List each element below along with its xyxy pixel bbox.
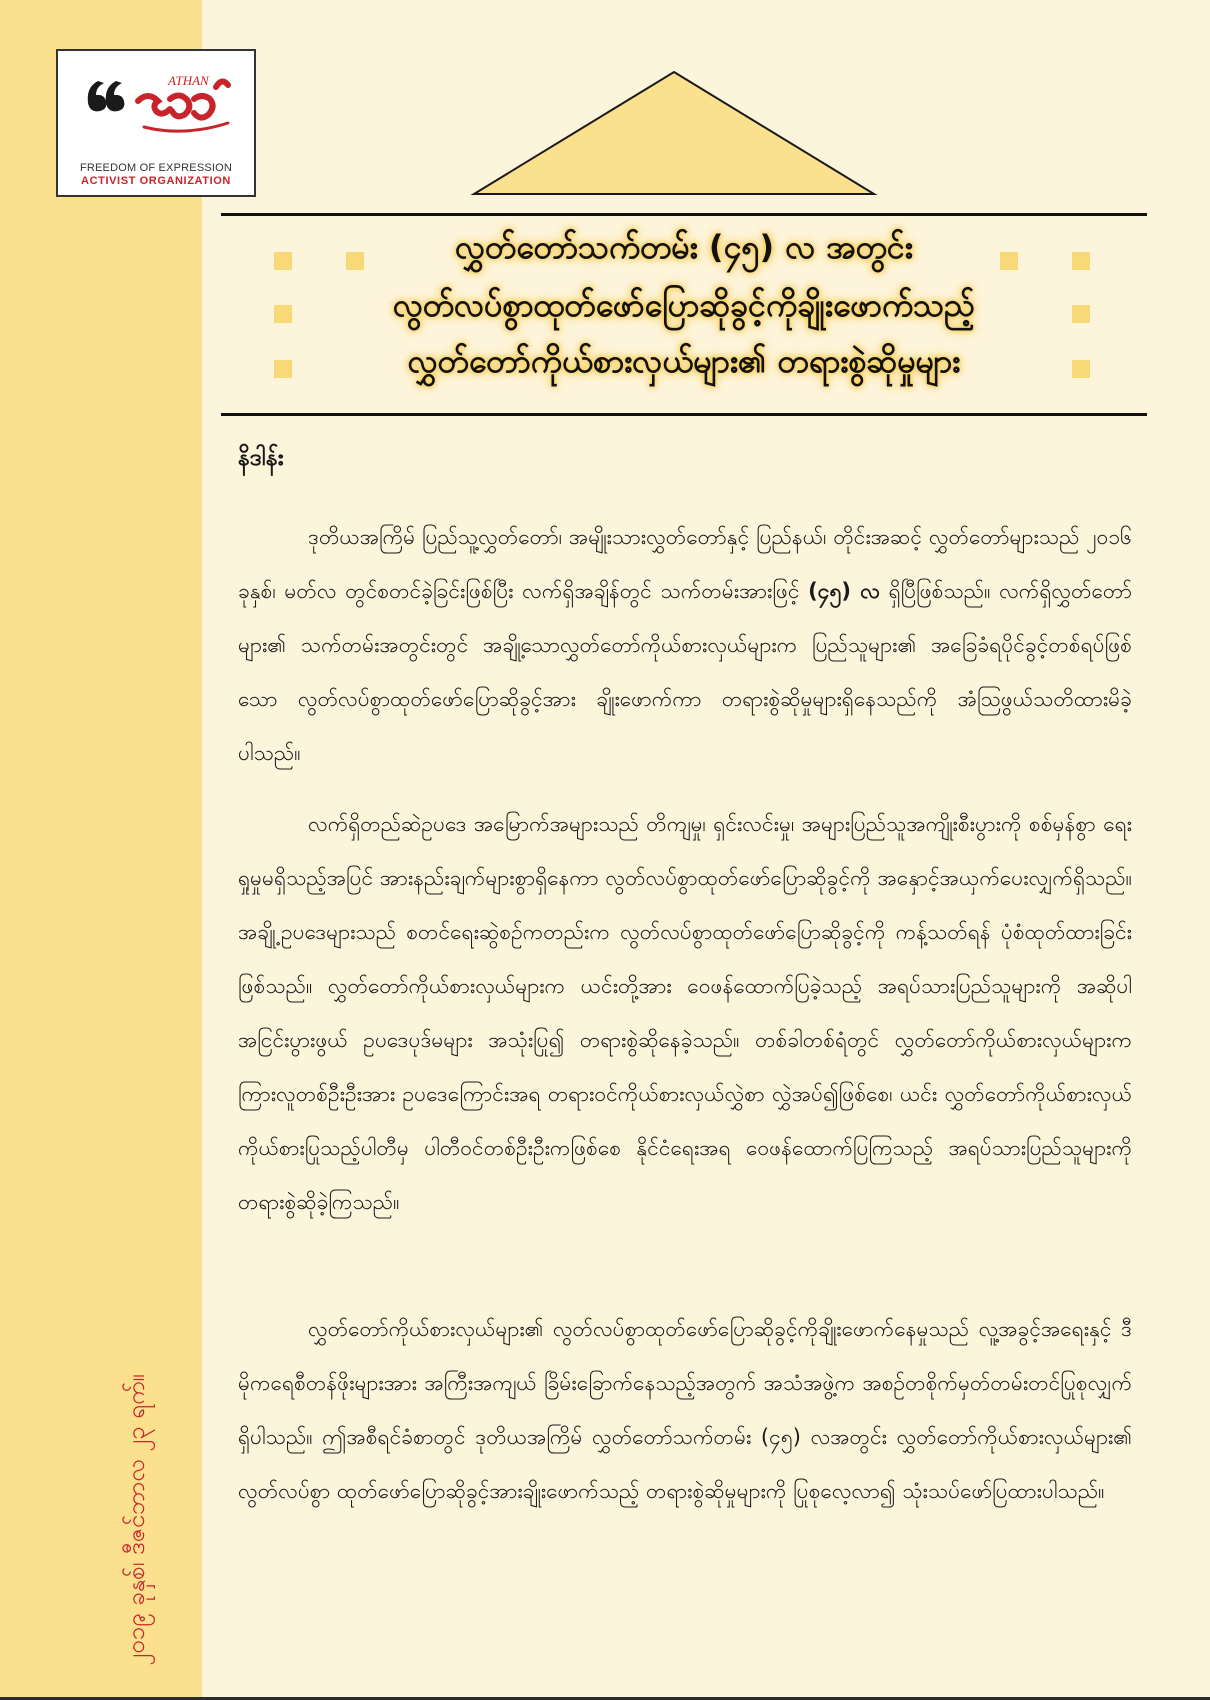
title-line-1: လွှတ်တော်သက်တမ်း (၄၅) လ အတွင်း [455,228,913,266]
athan-logo-mark [58,51,254,159]
left-sidebar-band [0,0,202,1700]
paragraph-1-part-b: ရှိပြီဖြစ်သည်။ လက်ရှိလွှတ်တော်များ၏ သက်တမ်းအတွင်းတွင် အချို့သောလွှတ်တော်ကိုယ်စားလှယ်များက ပြည်သူများ၏ အခြေခံရပိုင်ခွင့်တစ်ရပ်ဖြစ်သော လွတ်လပ်စွာထုတ်ဖော်ပြောဆိုခွင့်အား ချိုးဖောက်ကာ တရားစွဲဆိုမှုများရှိနေသည်ကို အံသြဖွယ်သတိထားမိခဲ့ပါသည်။ [238,579,1133,765]
paragraph-1-bold: (၄၅) လ [808,579,880,603]
paragraph-2: လက်ရှိတည်ဆဲဥပဒေ အမြောက်အများသည် တိကျမှု၊ ရှင်းလင်းမှု၊ အများပြည်သူအကျိုးစီးပွားကို စစ်မှန်စွာ ရေးရှုမှုမရှိသည့်အပြင် အားနည်းချက်များစွာရှိနေကာ လွတ်လပ်စွာထုတ်ဖော်ပြောဆိုခွင့်ကို အနှောင့်အယှက်ပေးလျှက်ရှိသည်။ အချို့ဥပဒေများသည် စတင်ရေးဆွဲစဉ်ကတည်းက လွတ်လပ်စွာထုတ်ဖော်ပြောဆိုခွင့်ကို ကန့်သတ်ရန် ပုံစံထုတ်ထားခြင်းဖြစ်သည်။ လွှတ်တော်ကိုယ်စားလှယ်များက ယင်းတို့အား ဝေဖန်ထောက်ပြခဲ့သည့် အရပ်သားပြည်သူများကို အဆိုပါ အငြင်းပွားဖွယ် ဥပဒေပုဒ်မများ အသုံးပြု၍ တရားစွဲဆိုနေခဲ့သည်။ တစ်ခါတစ်ရံတွင် လွှတ်တော်ကိုယ်စားလှယ်များက ကြားလူတစ်ဦးဦးအား ဥပဒေကြောင်းအရ တရားဝင်ကိုယ်စားလှယ်လွှဲစာ လွှဲအပ်၍ဖြစ်စေ၊ ယင်း လွှတ်တော်ကိုယ်စားလှယ် ကိုယ်စားပြုသည့်ပါတီမှ ပါတီဝင်တစ်ဦးဦးကဖြစ်စေ နိုင်ငံရေးအရ ဝေဖန်ထောက်ပြကြသည့် အရပ်သားပြည်သူများကို တရားစွဲဆိုခဲ့ကြသည်။ [238,812,1132,1214]
section-heading: နိဒါန်း [238,445,284,471]
decorative-triangle [470,68,878,198]
title-line-2: လွတ်လပ်စွာထုတ်ဖော်ပြောဆိုခွင့်ကိုချိုးဖောက်သည့် [392,286,976,324]
athan-logo [56,49,256,197]
logo-line-2: ACTIVIST ORGANIZATION [81,175,231,187]
logo-line-1: FREEDOM OF EXPRESSION [79,162,233,174]
title-line-3: လွှတ်တော်ကိုယ်စားလှယ်များ၏ တရားစွဲဆိုမှုများ [407,342,961,380]
side-date: ၂၀၁၉ ခုနှစ်၊ ဒီဇင်ဘာလ ၂၃ ရက်။ [122,1374,150,1666]
paragraph-1 [238,510,1132,780]
paragraph-1-part-a: ဒုတိယအကြိမ် ပြည်သူ့လွှတ်တော်၊ အမျိုးသားလွှတ်တော်နှင့် ပြည်နယ်၊ တိုင်းအဆင့် လွှတ်တော်များသည် ၂၀၁၆ ခုနှစ်၊ မတ်လ တွင်စတင်ခဲ့ခြင်းဖြစ်ပြီး လက်ရှိအချိန်တွင် သက်တမ်းအားဖြင့် [238,525,1132,603]
title-rule-top [221,213,1147,216]
logo-script-text: ATHAN [168,73,209,88]
title-rule-bottom [221,413,1147,416]
paragraph-3: လွှတ်တော်ကိုယ်စားလှယ်များ၏ လွတ်လပ်စွာထုတ်ဖော်ပြောဆိုခွင့်ကိုချိုးဖောက်နေမှုသည် လူ့အခွင့်အရေးနှင့် ဒီမိုကရေစီတန်ဖိုးများအား အကြီးအကျယ် ခြိမ်းခြောက်နေသည့်အတွက် အသံအဖွဲ့က အစဉ်တစိုက်မှတ်တမ်းတင်ပြုစုလျှက်ရှိပါသည်။ ဤအစီရင်ခံစာတွင် ဒုတိယအကြိမ် လွှတ်တော်သက်တမ်း (၄၅) လအတွင်း လွှတ်တော်ကိုယ်စားလှယ်များ၏ လွတ်လပ်စွာ ထုတ်ဖော်ပြောဆိုခွင့်အားချိုးဖောက်သည့် တရားစွဲဆိုမှုများကို ပြုစုလေ့လာ၍ သုံးသပ်ဖော်ပြထားပါသည်။ [238,1317,1132,1503]
